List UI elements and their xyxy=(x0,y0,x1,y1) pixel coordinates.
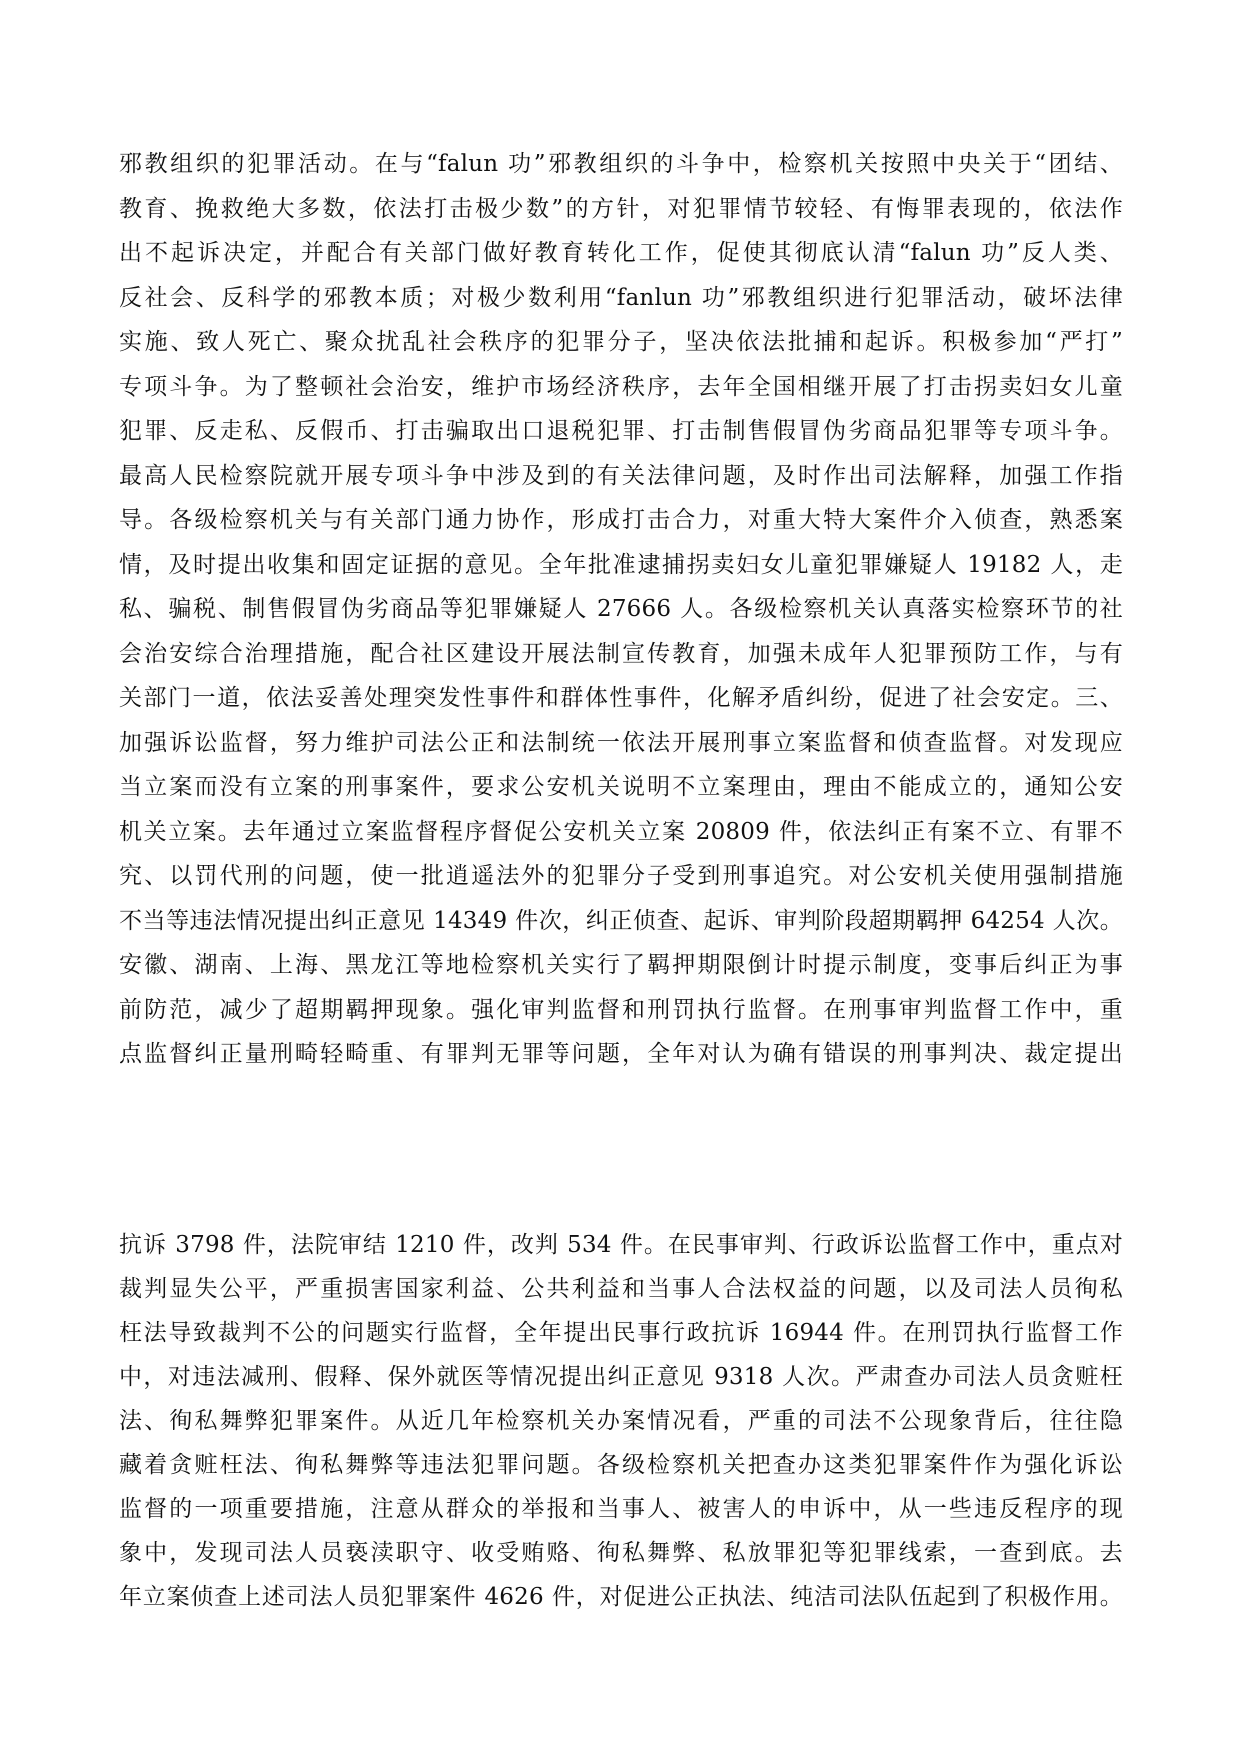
text-line: 教育、挽救绝大多数，依法打击极少数”的方针，对犯罪情节较轻、有悔罪表现的，依法作 xyxy=(119,195,1123,222)
text-line: 象中，发现司法人员亵渎职守、收受贿赂、徇私舞弊、私放罪犯等犯罪线索，一查到底。去 xyxy=(119,1540,1123,1566)
text-line: 邪教组织的犯罪活动。在与“falun 功”邪教组织的斗争中，检察机关按照中央关于“团结、 xyxy=(119,151,1123,177)
paragraph-block-2 xyxy=(119,1223,1123,1619)
text-line: 最高人民检察院就开展专项斗争中涉及到的有关法律问题，及时作出司法解释，加强工作指 xyxy=(119,462,1123,489)
text-line: 前防范，减少了超期羁押现象。强化审判监督和刑罚执行监督。在刑事审判监督工作中，重 xyxy=(119,996,1123,1023)
text-line: 关部门一道，依法妥善处理突发性事件和群体性事件，化解矛盾纠纷，促进了社会安定。三、 xyxy=(119,685,1123,711)
text-line: 犯罪、反走私、反假币、打击骗取出口退税犯罪、打击制售假冒伪劣商品犯罪等专项斗争。 xyxy=(119,418,1123,444)
text-line: 反社会、反科学的邪教本质；对极少数利用“fanlun 功”邪教组织进行犯罪活动，破坏法律 xyxy=(119,284,1123,311)
text-line: 实施、致人死亡、聚众扰乱社会秩序的犯罪分子，坚决依法批捕和起诉。积极参加“严打” xyxy=(119,329,1123,355)
text-line: 枉法导致裁判不公的问题实行监督，全年提出民事行政抗诉 16944 件。在刑罚执行监督工作 xyxy=(119,1320,1123,1346)
text-line: 私、骗税、制售假冒伪劣商品等犯罪嫌疑人 27666 人。各级检察机关认真落实检察环节的社 xyxy=(119,596,1123,622)
text-line: 年立案侦查上述司法人员犯罪案件 4626 件，对促进公正执法、纯洁司法队伍起到了积极作用。 xyxy=(119,1584,1123,1610)
text-line: 当立案而没有立案的刑事案件，要求公安机关说明不立案理由，理由不能成立的，通知公安 xyxy=(119,774,1123,800)
text-line: 导。各级检察机关与有关部门通力协作，形成打击合力，对重大特大案件介入侦查，熟悉案 xyxy=(119,507,1123,533)
text-line: 会治安综合治理措施，配合社区建设开展法制宣传教育，加强未成年人犯罪预防工作，与有 xyxy=(119,640,1123,667)
text-line: 中，对违法减刑、假释、保外就医等情况提出纠正意见 9318 人次。严肃查办司法人员贪赃枉 xyxy=(119,1364,1123,1390)
text-line: 藏着贪赃枉法、徇私舞弊等违法犯罪问题。各级检察机关把查办这类犯罪案件作为强化诉讼 xyxy=(119,1452,1123,1478)
text-line: 不当等违法情况提出纠正意见 14349 件次，纠正侦查、起诉、审判阶段超期羁押 64254 人次。 xyxy=(119,907,1123,934)
text-line: 法、徇私舞弊犯罪案件。从近几年检察机关办案情况看，严重的司法不公现象背后，往往隐 xyxy=(119,1408,1123,1434)
text-line: 安徽、湖南、上海、黑龙江等地检察机关实行了羁押期限倒计时提示制度，变事后纠正为事 xyxy=(119,952,1123,978)
paragraph-block-1 xyxy=(119,142,1123,1077)
text-line: 裁判显失公平，严重损害国家利益、公共利益和当事人合法权益的问题，以及司法人员徇私 xyxy=(119,1276,1123,1302)
text-line: 究、以罚代刑的问题，使一批逍遥法外的犯罪分子受到刑事追究。对公安机关使用强制措施 xyxy=(119,863,1123,889)
text-line: 情，及时提出收集和固定证据的意见。全年批准逮捕拐卖妇女儿童犯罪嫌疑人 19182 人，走 xyxy=(119,551,1123,578)
text-line: 机关立案。去年通过立案监督程序督促公安机关立案 20809 件，依法纠正有案不立、有罪不 xyxy=(119,818,1123,845)
text-line: 加强诉讼监督，努力维护司法公正和法制统一依法开展刑事立案监督和侦查监督。对发现应 xyxy=(119,729,1123,756)
text-line: 出不起诉决定，并配合有关部门做好教育转化工作，促使其彻底认清“falun 功”反人类、 xyxy=(119,240,1123,266)
text-line: 点监督纠正量刑畸轻畸重、有罪判无罪等问题，全年对认为确有错误的刑事判决、裁定提出 xyxy=(119,1041,1123,1067)
text-line: 监督的一项重要措施，注意从群众的举报和当事人、被害人的申诉中，从一些违反程序的现 xyxy=(119,1496,1123,1522)
text-line: 抗诉 3798 件，法院审结 1210 件，改判 534 件。在民事审判、行政诉讼监督工作中，重点对 xyxy=(119,1232,1123,1258)
text-line: 专项斗争。为了整顿社会治安，维护市场经济秩序，去年全国相继开展了打击拐卖妇女儿童 xyxy=(119,373,1123,400)
